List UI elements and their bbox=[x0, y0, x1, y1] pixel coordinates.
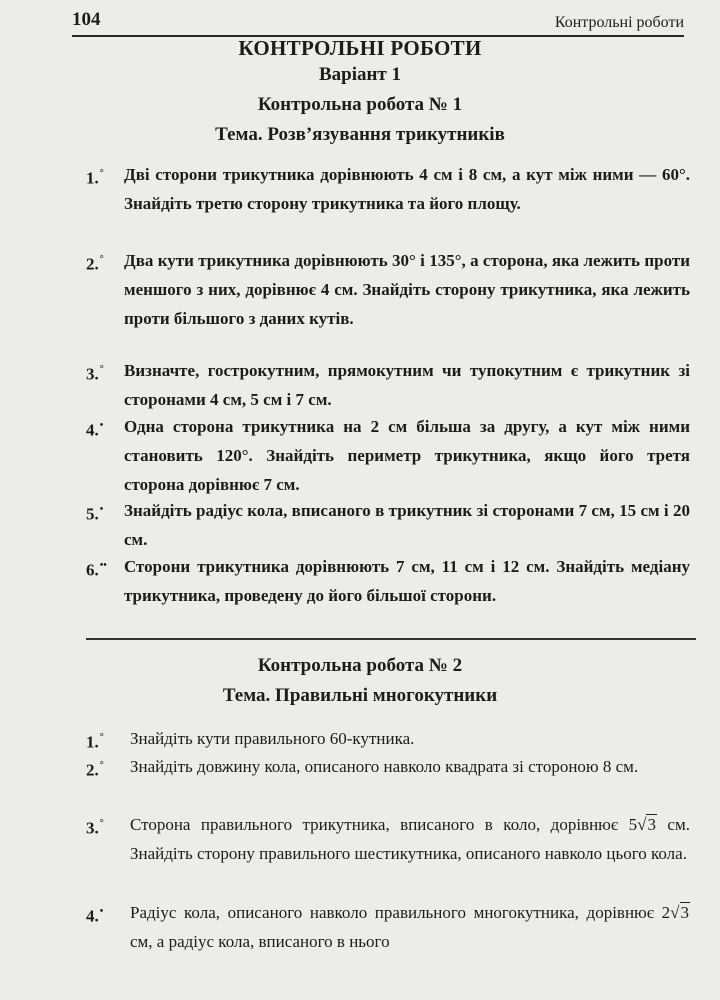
problem-number: 2.° bbox=[86, 254, 104, 274]
problem-text: Дві сторони трикутника дорівнюють 4 см і 8 см, а кут між ними — 60°. Знайдіть третю сторону трикутника та його площу. bbox=[124, 165, 690, 213]
problem-1-3 bbox=[86, 356, 690, 414]
problem-number: 3.° bbox=[86, 364, 104, 384]
problem-number: 1.° bbox=[86, 168, 104, 188]
problem-text: Сторони трикутника дорівнюють 7 см, 11 см і 12 см. Знайдіть медіану трикутника, проведену до його більшої сторони. bbox=[124, 557, 690, 605]
problem-number: 4.• bbox=[86, 906, 104, 926]
problem-number: 1.° bbox=[86, 732, 104, 752]
problem-text: Сторона правильного трикутника, вписаного в коло, дорівнює 5√3 см. Знайдіть сторону правильного шестикутника, описаного навколо цього кола. bbox=[130, 815, 690, 863]
page-number: 104 bbox=[72, 9, 101, 30]
section-divider bbox=[86, 638, 696, 640]
main-title: КОНТРОЛЬНІ РОБОТИ bbox=[238, 36, 482, 60]
math-expression: 2√3 bbox=[661, 903, 689, 922]
work2-topic: Тема. Правильні многокутники bbox=[222, 685, 498, 706]
problem-1-2 bbox=[86, 246, 690, 333]
problem-text: Знайдіть кути правильного 60-кутника. bbox=[130, 729, 415, 748]
problem-1-1 bbox=[86, 160, 690, 218]
problem-number: 3.° bbox=[86, 818, 104, 838]
problem-2-4 bbox=[86, 898, 690, 956]
problem-text: Знайдіть радіус кола, вписаного в трикутник зі сторонами 7 см, 15 см і 20 см. bbox=[124, 501, 690, 549]
running-title: Контрольні роботи bbox=[554, 14, 684, 31]
problem-text: Визначте, гострокутним, прямокутним чи тупокутним є трикутник зі сторонами 4 см, 5 см і 7 см. bbox=[124, 361, 690, 409]
problem-2-1 bbox=[86, 724, 690, 753]
problem-text: Одна сторона трикутника на 2 см більша за другу, а кут між ними становить 120°. Знайдіть периметр трикутника, якщо його третя сторона дорівнює 7 см. bbox=[124, 417, 690, 494]
problem-2-2 bbox=[86, 752, 690, 781]
problem-number: 6.•• bbox=[86, 560, 107, 580]
problem-number: 4.• bbox=[86, 420, 104, 440]
problem-1-4 bbox=[86, 412, 690, 499]
work2-title: Контрольна робота № 2 bbox=[257, 655, 463, 676]
problem-text: Радіус кола, описаного навколо правильного многокутника, дорівнює 2√3 см, а радіус кола, вписаного в нього bbox=[130, 903, 689, 951]
work1-topic: Тема. Розв’язування трикутників bbox=[215, 124, 505, 145]
problem-number: 5.• bbox=[86, 504, 104, 524]
variant-title: Варіант 1 bbox=[318, 64, 402, 85]
problem-1-6 bbox=[86, 552, 690, 610]
problem-text: Два кути трикутника дорівнюють 30° і 135°, а сторона, яка лежить проти меншого з них, дорівнює 4 см. Знайдіть сторону трикутника, яка лежить проти більшого з даних кутів. bbox=[124, 251, 690, 328]
page-header bbox=[72, 6, 684, 36]
problem-2-3 bbox=[86, 810, 690, 868]
problem-1-5 bbox=[86, 496, 690, 554]
math-expression: 5√3 bbox=[628, 815, 656, 834]
problem-number: 2.° bbox=[86, 760, 104, 780]
work1-title: Контрольна робота № 1 bbox=[257, 94, 463, 115]
problem-text: Знайдіть довжину кола, описаного навколо квадрата зі стороною 8 см. bbox=[130, 757, 639, 776]
